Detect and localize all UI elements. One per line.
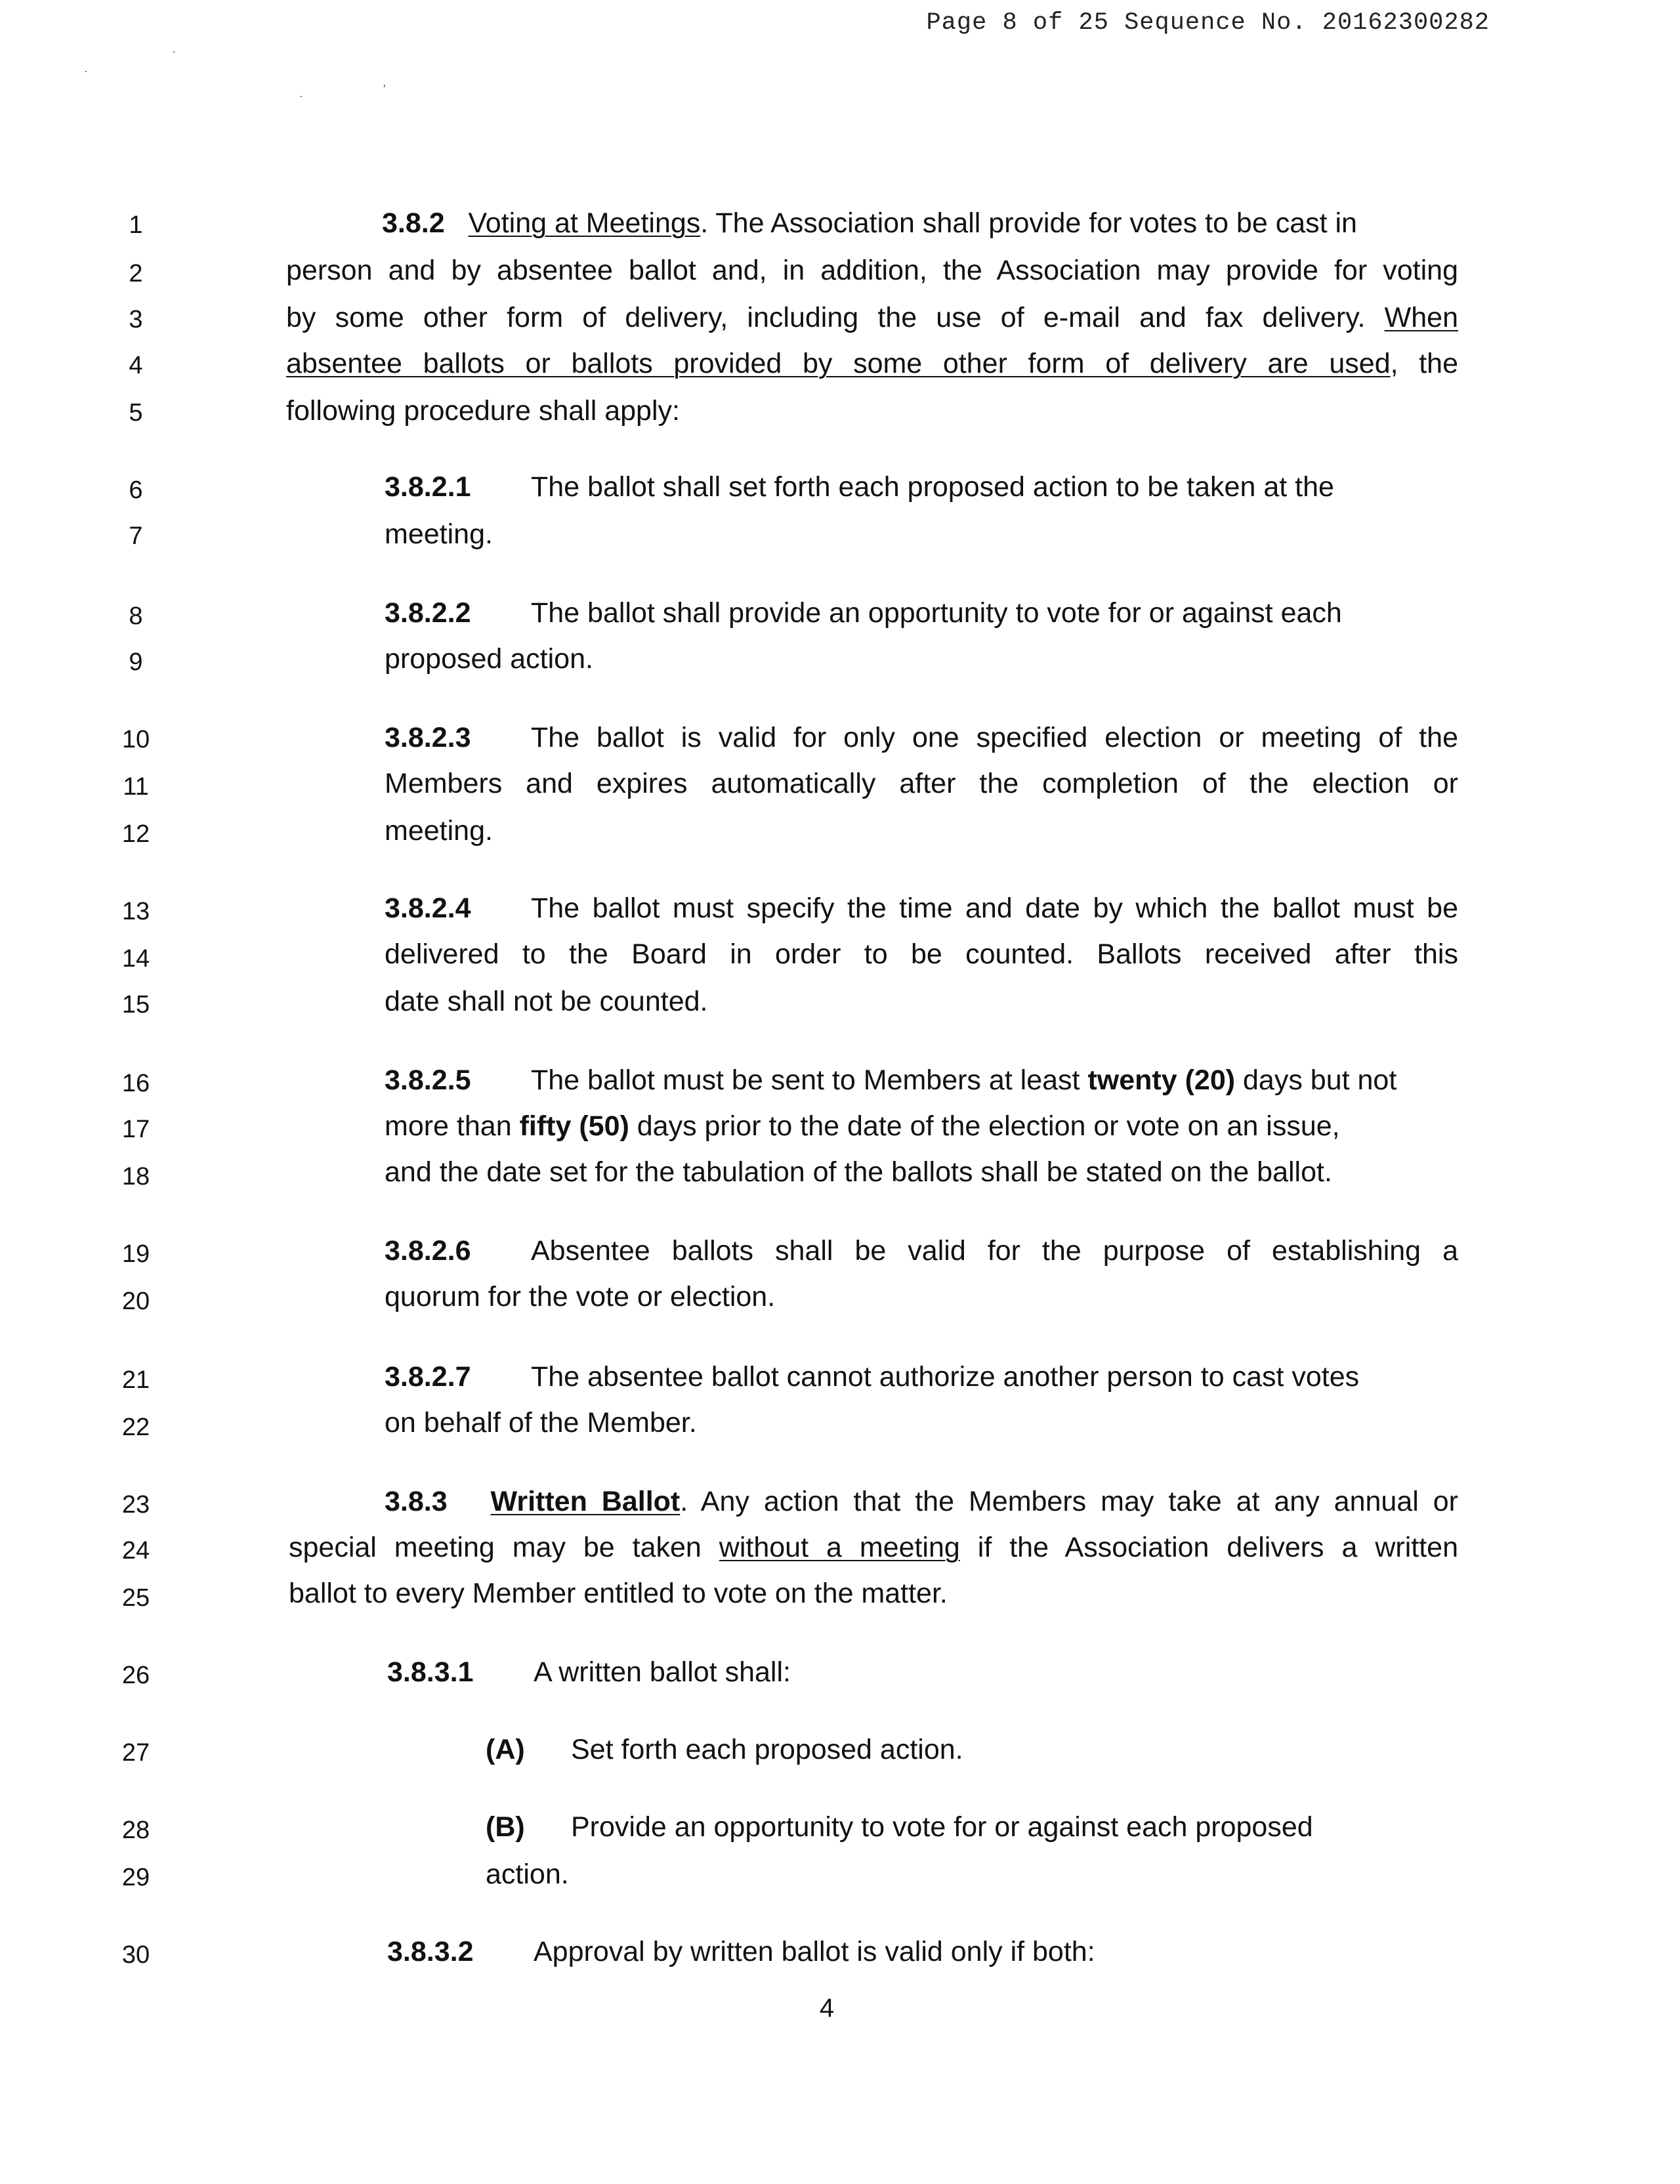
line-number: 23 (121, 1491, 150, 1519)
section-line: person and by absentee ballot and, in addition, the Association may provide for voting (286, 255, 1458, 286)
section-line (385, 722, 1458, 753)
line-number: 19 (121, 1240, 150, 1268)
line-number: 16 (121, 1070, 150, 1097)
section-text: The ballot must be sent to Members at least (531, 1064, 1088, 1096)
section-number: 3.8.3.1 (387, 1656, 474, 1688)
line-number: 7 (129, 522, 143, 550)
bold-term: twenty (20) (1087, 1064, 1236, 1096)
section-line (385, 1235, 1458, 1267)
section-line (387, 1936, 1095, 1967)
section-line (486, 1811, 1313, 1843)
section-line (385, 1064, 1396, 1096)
line-number: 5 (129, 399, 143, 427)
section-text: if the Association delivers a written (959, 1532, 1459, 1563)
section-line (385, 1110, 1340, 1142)
section-line (385, 1486, 1458, 1517)
section-number: 3.8.2.7 (385, 1361, 471, 1393)
section-number: 3.8.3 (385, 1486, 448, 1517)
section-number: 3.8.2.1 (385, 471, 471, 503)
line-number: 26 (121, 1662, 150, 1689)
section-text: , the (1390, 348, 1458, 379)
section-line: quorum for the vote or election. (385, 1281, 776, 1312)
section-text: more than (385, 1110, 520, 1142)
line-number: 18 (121, 1163, 150, 1190)
line-number: 21 (121, 1366, 150, 1394)
line-number: 14 (121, 945, 150, 973)
line-number: 30 (121, 1941, 150, 1969)
section-text: special meeting may be taken (289, 1532, 719, 1563)
section-line: on behalf of the Member. (385, 1407, 697, 1438)
section-number: (B) (486, 1811, 525, 1843)
section-text: A written ballot shall: (534, 1656, 791, 1688)
section-line (286, 302, 1458, 333)
section-text: by some other form of delivery, including the use of e-mail and fax delivery. (286, 302, 1385, 333)
underlined-text: When (1384, 302, 1458, 333)
section-number: (A) (486, 1734, 525, 1765)
line-number: 12 (121, 820, 150, 848)
section-number: 3.8.2.2 (385, 597, 471, 629)
section-line: Members and expires automatically after the completion of the election or (385, 768, 1458, 799)
line-number: 11 (123, 773, 149, 801)
page-number: 4 (819, 1994, 835, 2023)
section-text: Set forth each proposed action. (571, 1734, 963, 1765)
section-line (486, 1734, 963, 1765)
line-number: 13 (121, 898, 150, 925)
section-line (385, 471, 1334, 503)
line-number: 20 (121, 1288, 150, 1315)
section-line (385, 1361, 1359, 1393)
line-number: 8 (129, 602, 143, 630)
section-text: . Any action that the Members may take at any annual or (680, 1486, 1458, 1517)
scan-speck: · (84, 64, 88, 77)
section-text: The ballot shall set forth each proposed action to be taken at the (531, 471, 1334, 503)
section-line (387, 1656, 791, 1688)
section-title: Voting at Meetings (468, 207, 701, 239)
line-number: 4 (129, 352, 143, 379)
line-number: 29 (121, 1864, 150, 1891)
scan-speck: ' (383, 83, 386, 96)
section-text: Provide an opportunity to vote for or against each proposed (571, 1811, 1313, 1843)
section-line: meeting. (385, 815, 493, 847)
line-number: 22 (121, 1414, 150, 1441)
line-number: 10 (121, 726, 150, 753)
line-number: 24 (121, 1537, 150, 1564)
section-number: 3.8.2 (382, 207, 445, 239)
section-line (385, 597, 1342, 629)
section-number: 3.8.2.5 (385, 1064, 471, 1096)
line-number: 1 (129, 211, 143, 239)
section-line: following procedure shall apply: (286, 395, 680, 427)
line-number: 2 (129, 260, 143, 287)
scan-speck: · (299, 89, 303, 102)
section-text: . The Association shall provide for votes to be cast in (700, 207, 1357, 239)
section-number: 3.8.2.4 (385, 892, 471, 924)
section-text: Approval by written ballot is valid only if both: (534, 1936, 1095, 1967)
section-line: date shall not be counted. (385, 986, 708, 1017)
bold-term: fifty (50) (519, 1110, 629, 1142)
section-text: days but not (1235, 1064, 1397, 1096)
page-header: Page 8 of 25 Sequence No. 20162300282 (926, 9, 1490, 37)
section-line: action. (486, 1858, 569, 1890)
line-number: 9 (129, 648, 143, 676)
section-number: 3.8.2.3 (385, 722, 471, 753)
section-number: 3.8.3.2 (387, 1936, 474, 1967)
line-number: 3 (129, 306, 143, 333)
section-text: The absentee ballot cannot authorize another person to cast votes (531, 1361, 1360, 1393)
section-text: The ballot must specify the time and date by which the ballot must be (531, 892, 1458, 924)
section-title: Written Ballot (490, 1486, 681, 1517)
section-number: 3.8.2.6 (385, 1235, 471, 1267)
section-line: proposed action. (385, 643, 593, 675)
section-line (289, 1532, 1458, 1563)
line-number: 25 (121, 1584, 150, 1612)
underlined-text: absentee ballots or ballots provided by some other form of delivery are used (286, 348, 1391, 379)
section-text: Absentee ballots shall be valid for the purpose of establishing a (531, 1235, 1458, 1267)
line-number: 15 (121, 991, 150, 1018)
section-line (286, 348, 1458, 379)
line-number: 27 (121, 1739, 150, 1767)
section-line (385, 892, 1458, 924)
section-text: days prior to the date of the election or vote on an issue, (629, 1110, 1340, 1142)
line-number: 6 (129, 476, 143, 504)
section-line: meeting. (385, 518, 493, 550)
line-number: 28 (121, 1816, 150, 1844)
line-number: 17 (121, 1116, 150, 1143)
underlined-text: without a meeting (719, 1532, 960, 1563)
section-text: The ballot shall provide an opportunity to vote for or against each (531, 597, 1342, 629)
section-line: and the date set for the tabulation of the ballots shall be stated on the ballot. (385, 1156, 1332, 1188)
section-line: delivered to the Board in order to be counted. Ballots received after this (385, 938, 1458, 970)
section-text: The ballot is valid for only one specified election or meeting of the (531, 722, 1458, 753)
section-line (382, 207, 1458, 239)
scan-speck: · (172, 45, 176, 58)
section-line: ballot to every Member entitled to vote on the matter. (289, 1578, 948, 1609)
